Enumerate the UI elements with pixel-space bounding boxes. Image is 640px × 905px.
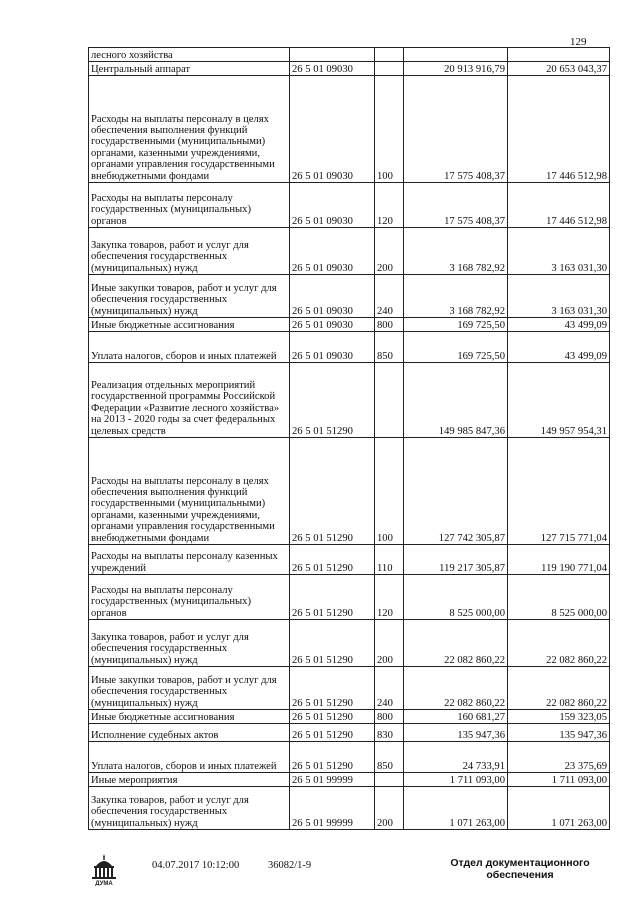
row-value-1-cell: 1 071 263,00 (404, 787, 508, 830)
row-code-cell: 26 5 01 51290 (290, 667, 375, 710)
row-code-cell: 26 5 01 51290 (290, 438, 375, 545)
row-value-1-cell: 169 725,50 (404, 332, 508, 363)
row-type-cell: 110 (375, 545, 404, 575)
footer-datetime: 04.07.2017 10:12:00 (152, 860, 240, 871)
row-type-cell: 850 (375, 332, 404, 363)
row-name-cell: Иные мероприятия (89, 773, 290, 787)
row-code-cell: 26 5 01 51290 (290, 742, 375, 773)
row-value-2-cell: 23 375,69 (508, 742, 610, 773)
row-type-cell (375, 48, 404, 62)
row-name-cell: Расходы на выплаты персоналу государственных (муниципальных) органов (89, 575, 290, 620)
row-code-cell: 26 5 01 51290 (290, 724, 375, 742)
row-name-cell: Иные бюджетные ассигнования (89, 710, 290, 724)
row-type-cell: 800 (375, 710, 404, 724)
row-value-2-cell: 3 163 031,30 (508, 228, 610, 275)
row-value-2-cell: 17 446 512,98 (508, 183, 610, 228)
row-value-1-cell: 8 525 000,00 (404, 575, 508, 620)
table-row (89, 318, 610, 332)
row-value-1-cell (404, 48, 508, 62)
row-code-cell (290, 48, 375, 62)
row-type-cell: 850 (375, 742, 404, 773)
row-type-cell: 200 (375, 620, 404, 667)
row-value-1-cell: 169 725,50 (404, 318, 508, 332)
footer-department (440, 857, 600, 881)
table-row (89, 438, 610, 545)
row-value-1-cell: 3 168 782,92 (404, 228, 508, 275)
row-value-1-cell: 24 733,91 (404, 742, 508, 773)
row-name-cell: Иные закупки товаров, работ и услуг для обеспечения государственных (муниципальных) нужд (89, 275, 290, 318)
row-value-2-cell: 22 082 860,22 (508, 620, 610, 667)
row-code-cell: 26 5 01 09030 (290, 275, 375, 318)
row-value-2-cell: 149 957 954,31 (508, 363, 610, 438)
row-value-2-cell: 8 525 000,00 (508, 575, 610, 620)
footer-doc-number: 36082/1-9 (268, 860, 312, 871)
row-type-cell: 200 (375, 787, 404, 830)
row-type-cell: 200 (375, 228, 404, 275)
row-value-1-cell: 22 082 860,22 (404, 620, 508, 667)
row-code-cell: 26 5 01 09030 (290, 228, 375, 275)
row-value-1-cell: 149 985 847,36 (404, 363, 508, 438)
row-code-cell: 26 5 01 51290 (290, 710, 375, 724)
row-value-1-cell: 3 168 782,92 (404, 275, 508, 318)
table-row (89, 332, 610, 363)
row-value-2-cell: 43 499,09 (508, 332, 610, 363)
row-code-cell: 26 5 01 51290 (290, 620, 375, 667)
row-value-1-cell: 1 711 093,00 (404, 773, 508, 787)
row-type-cell: 240 (375, 667, 404, 710)
row-type-cell: 830 (375, 724, 404, 742)
row-code-cell: 26 5 01 99999 (290, 773, 375, 787)
row-value-2-cell (508, 48, 610, 62)
row-type-cell: 100 (375, 438, 404, 545)
table-row (89, 228, 610, 275)
row-name-cell: Уплата налогов, сборов и иных платежей (89, 332, 290, 363)
row-type-cell: 100 (375, 76, 404, 183)
row-value-2-cell: 17 446 512,98 (508, 76, 610, 183)
row-code-cell: 26 5 01 51290 (290, 575, 375, 620)
row-value-2-cell: 135 947,36 (508, 724, 610, 742)
table-row (89, 545, 610, 575)
table-row (89, 787, 610, 830)
row-name-cell: Расходы на выплаты персоналу казенных учреждений (89, 545, 290, 575)
row-value-1-cell: 135 947,36 (404, 724, 508, 742)
row-value-2-cell: 20 653 043,37 (508, 62, 610, 76)
row-name-cell: Расходы на выплаты персоналу в целях обеспечения выполнения функций государственными (муниципальными) органами, казенными учреждениями, органами управления государственными внебюджетными фондами (89, 438, 290, 545)
row-type-cell (375, 62, 404, 76)
row-value-1-cell: 160 681,27 (404, 710, 508, 724)
row-name-cell: лесного хозяйства (89, 48, 290, 62)
row-name-cell: Реализация отдельных мероприятий государственной программы Российской Федерации «Развитие лесного хозяйства» на 2013 - 2020 годы за счет федеральных целевых средств (89, 363, 290, 438)
budget-table (88, 47, 610, 830)
row-code-cell: 26 5 01 09030 (290, 62, 375, 76)
row-type-cell: 800 (375, 318, 404, 332)
row-value-1-cell: 17 575 408,37 (404, 76, 508, 183)
table-row (89, 48, 610, 62)
budget-table-body (89, 48, 610, 830)
row-name-cell: Центральный аппарат (89, 62, 290, 76)
row-value-2-cell: 43 499,09 (508, 318, 610, 332)
row-code-cell: 26 5 01 09030 (290, 332, 375, 363)
table-row (89, 773, 610, 787)
table-row (89, 710, 610, 724)
row-code-cell: 26 5 01 51290 (290, 363, 375, 438)
row-name-cell: Уплата налогов, сборов и иных платежей (89, 742, 290, 773)
row-type-cell: 120 (375, 183, 404, 228)
row-value-2-cell: 1 071 263,00 (508, 787, 610, 830)
row-type-cell (375, 773, 404, 787)
table-row (89, 620, 610, 667)
footer-department-line2: обеспечения (486, 869, 554, 881)
row-value-1-cell: 17 575 408,37 (404, 183, 508, 228)
row-type-cell: 120 (375, 575, 404, 620)
row-type-cell: 240 (375, 275, 404, 318)
row-value-2-cell: 1 711 093,00 (508, 773, 610, 787)
row-code-cell: 26 5 01 51290 (290, 545, 375, 575)
table-row (89, 724, 610, 742)
row-value-2-cell: 127 715 771,04 (508, 438, 610, 545)
row-code-cell: 26 5 01 09030 (290, 318, 375, 332)
row-type-cell (375, 363, 404, 438)
row-value-2-cell: 3 163 031,30 (508, 275, 610, 318)
row-name-cell: Закупка товаров, работ и услуг для обеспечения государственных (муниципальных) нужд (89, 620, 290, 667)
duma-emblem-icon (88, 852, 120, 886)
row-value-1-cell: 22 082 860,22 (404, 667, 508, 710)
page-number: 129 (570, 36, 587, 48)
row-code-cell: 26 5 01 99999 (290, 787, 375, 830)
row-value-1-cell: 119 217 305,87 (404, 545, 508, 575)
row-name-cell: Иные закупки товаров, работ и услуг для обеспечения государственных (муниципальных) нужд (89, 667, 290, 710)
row-name-cell: Иные бюджетные ассигнования (89, 318, 290, 332)
table-row (89, 667, 610, 710)
row-code-cell: 26 5 01 09030 (290, 76, 375, 183)
table-row (89, 575, 610, 620)
footer-department-line1: Отдел документационного (450, 857, 590, 869)
row-value-2-cell: 119 190 771,04 (508, 545, 610, 575)
row-value-1-cell: 20 913 916,79 (404, 62, 508, 76)
table-row (89, 183, 610, 228)
row-code-cell: 26 5 01 09030 (290, 183, 375, 228)
row-name-cell: Исполнение судебных актов (89, 724, 290, 742)
row-name-cell: Закупка товаров, работ и услуг для обеспечения государственных (муниципальных) нужд (89, 787, 290, 830)
row-value-1-cell: 127 742 305,87 (404, 438, 508, 545)
table-row (89, 62, 610, 76)
row-name-cell: Расходы на выплаты персоналу в целях обеспечения выполнения функций государственными (муниципальными) органами, казенными учреждениями, органами управления государственными внебюджетными фондами (89, 76, 290, 183)
table-row (89, 275, 610, 318)
row-value-2-cell: 159 323,05 (508, 710, 610, 724)
row-name-cell: Расходы на выплаты персоналу государственных (муниципальных) органов (89, 183, 290, 228)
table-row (89, 742, 610, 773)
row-name-cell: Закупка товаров, работ и услуг для обеспечения государственных (муниципальных) нужд (89, 228, 290, 275)
logo-text: ДУМА (95, 881, 113, 886)
table-row (89, 76, 610, 183)
table-row (89, 363, 610, 438)
row-value-2-cell: 22 082 860,22 (508, 667, 610, 710)
